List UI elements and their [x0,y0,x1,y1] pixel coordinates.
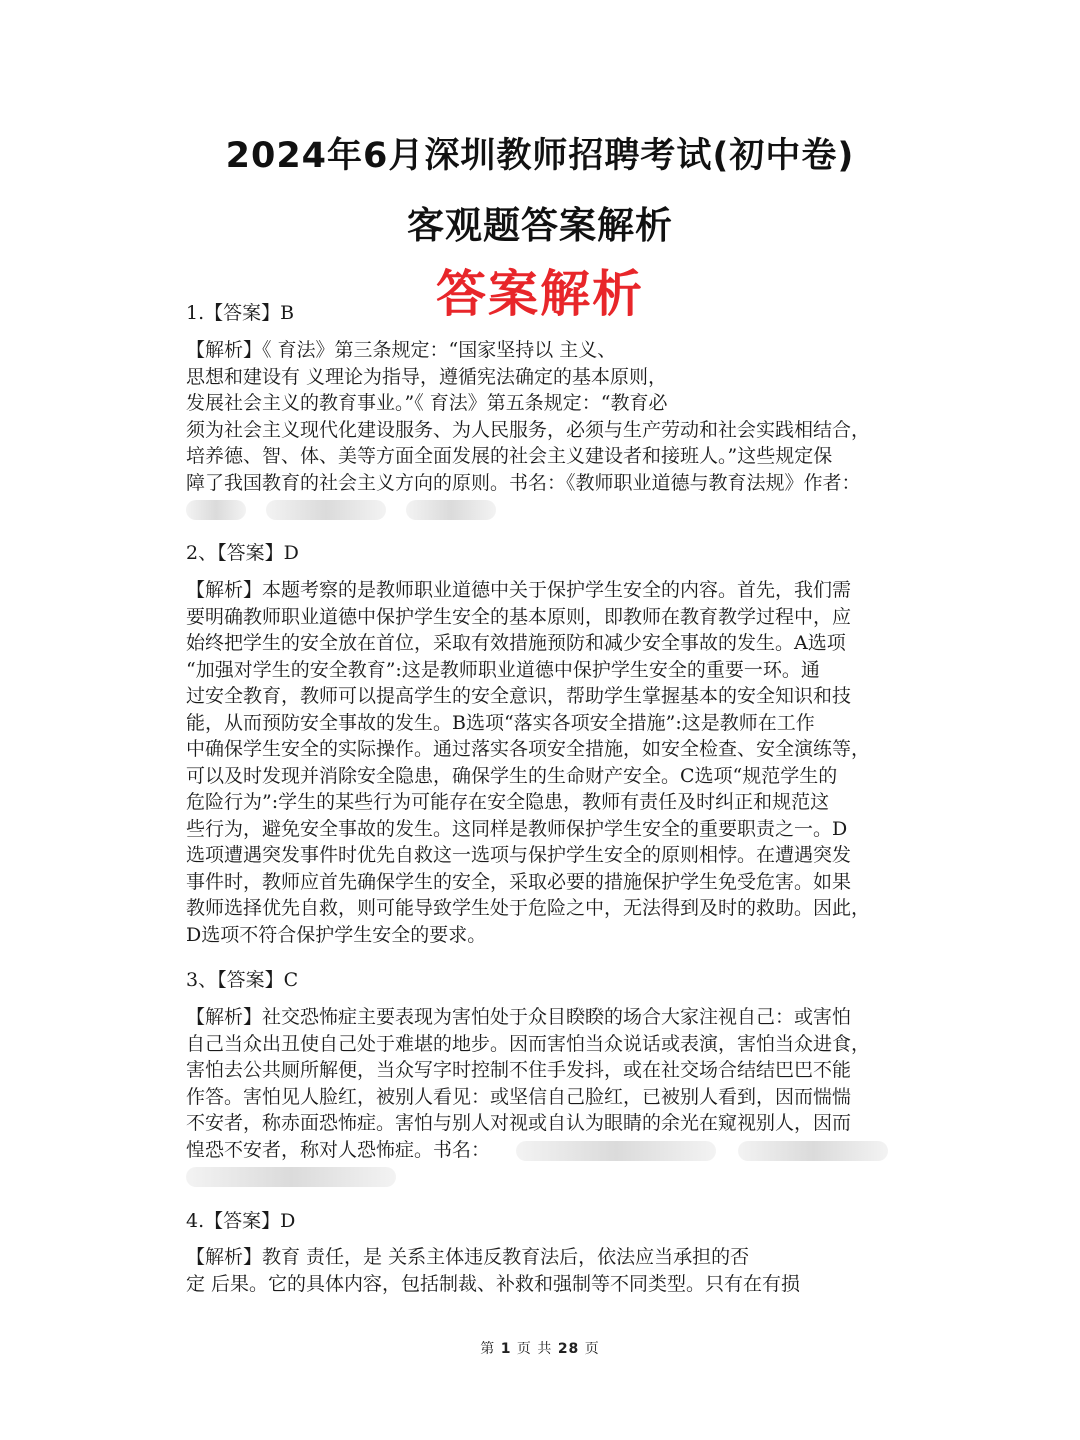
q1-line-1: 【解析】《 育法》第三条规定：“国家坚持以 主义、 [186,339,617,361]
document-subtitle: 客观题答案解析 [407,204,673,247]
q3-answer: 3、【答案】C [186,969,299,991]
q1-redacted-line [186,496,898,523]
footer-prefix: 第 [480,1341,496,1357]
q2-answer: 2、【答案】D [186,542,299,564]
page-current: 1 [500,1341,512,1357]
q1-line-3: 发展社会主义的教育事业。”《 育法》第五条规定：“教育必 [186,392,668,414]
redaction-blur [186,1167,396,1187]
document-title: 2024年6月深圳教师招聘考试(初中卷) [225,136,855,176]
q2-line-2: 要明确教师职业道德中保护学生安全的基本原则，即教师在教育教学过程中，应 [186,605,852,628]
q3-line-2: 自己当众出丑使自己处于难堪的地步。因而害怕当众说话或表演，害怕当众进食， [186,1032,871,1055]
q1-line-2: 思想和建设有 义理论为指导，遵循宪法确定的基本原则， [186,365,668,388]
q1-line-5: 培养德、智、体、美等方面全面发展的社会主义建设者和接班人。”这些规定保 [186,445,833,467]
q2-line-12: 事件时，教师应首先确保学生的安全，采取必要的措施保护学生免受危害。如果 [186,870,852,893]
q2-line-11: 选项遭遇突发事件时优先自救这一选项与保护学生安全的原则相悖。在遭遇突发 [186,844,852,866]
q1-explanation [186,337,898,523]
q4-explanation [186,1244,898,1297]
q1-line-4: 须为社会主义现代化建设服务、为人民服务，必须与生产劳动和社会实践相结合， [186,418,871,441]
redaction-blur [516,1141,716,1161]
q3-redacted-line [186,1163,898,1190]
footer-middle: 页 共 [516,1341,553,1357]
q4-line-1: 【解析】教育 责任，是 关系主体违反教育法后，依法应当承担的否 [186,1246,750,1268]
redaction-blur [738,1141,888,1161]
q2-explanation [186,577,898,948]
q3-line-6 [186,1137,898,1164]
page-footer [0,1338,1080,1358]
q2-line-8: 可以及时发现并消除安全隐患，确保学生的生命财产安全。C选项“规范学生的 [186,764,838,787]
q2-line-7: 中确保学生安全的实际操作。通过落实各项安全措施，如安全检查、安全演练等， [186,738,871,760]
q2-line-13: 教师选择优先自救，则可能导致学生处于危险之中，无法得到及时的救助。因此， [186,897,871,919]
q3-line-5: 不安者，称赤面恐怖症。害怕与别人对视或自认为眼睛的余光在窥视别人，因而 [186,1112,852,1134]
q2-line-14: D选项不符合保护学生安全的要求。 [186,923,487,946]
q3-line-6-text: 惶恐不安者，称对人恐怖症。书名： [186,1138,491,1161]
q3-line-1: 【解析】社交恐怖症主要表现为害怕处于众目睽睽的场合大家注视自己：或害怕 [186,1006,852,1028]
q2-line-1: 【解析】本题考察的是教师职业道德中关于保护学生安全的内容。首先，我们需 [186,579,852,601]
q2-line-6: 能，从而预防安全事故的发生。B选项“落实各项安全措施”:这是教师在工作 [186,711,815,734]
q2-line-9: 危险行为”:学生的某些行为可能存在安全隐患，教师有责任及时纠正和规范这 [186,791,830,813]
redaction-blur [186,500,246,520]
footer-suffix: 页 [584,1341,600,1357]
q4-answer: 4.【答案】D [186,1210,296,1232]
q2-line-5: 过安全教育，教师可以提高学生的安全意识，帮助学生掌握基本的安全知识和技 [186,685,852,707]
q2-line-3: 始终把学生的安全放在首位，采取有效措施预防和减少安全事故的发生。A选项 [186,632,846,654]
q1-answer: 1.【答案】B [186,302,295,324]
q3-explanation [186,1004,898,1190]
q3-line-3: 害怕去公共厕所解便，当众写字时控制不住手发抖，或在社交场合结结巴巴不能 [186,1059,852,1081]
answer-stamp: 答案解析 [436,265,644,323]
q1-line-6: 障了我国教育的社会主义方向的原则。书名：《教师职业道德与教育法规》作者： [186,471,861,494]
redaction-blur [406,500,496,520]
q2-line-4: “加强对学生的安全教育”:这是教师职业道德中保护学生安全的重要一环。通 [186,658,820,681]
page-total: 28 [557,1341,580,1357]
q2-line-10: 些行为，避免安全事故的发生。这同样是教师保护学生安全的重要职责之一。D [186,817,848,840]
redaction-blur [266,500,386,520]
q3-line-4: 作答。害怕见人脸红，被别人看见：或坚信自己脸红，已被别人看到，因而惴惴 [186,1085,852,1108]
q4-line-2: 定 后果。它的具体内容，包括制裁、补救和强制等不同类型。只有在有损 [186,1272,801,1295]
